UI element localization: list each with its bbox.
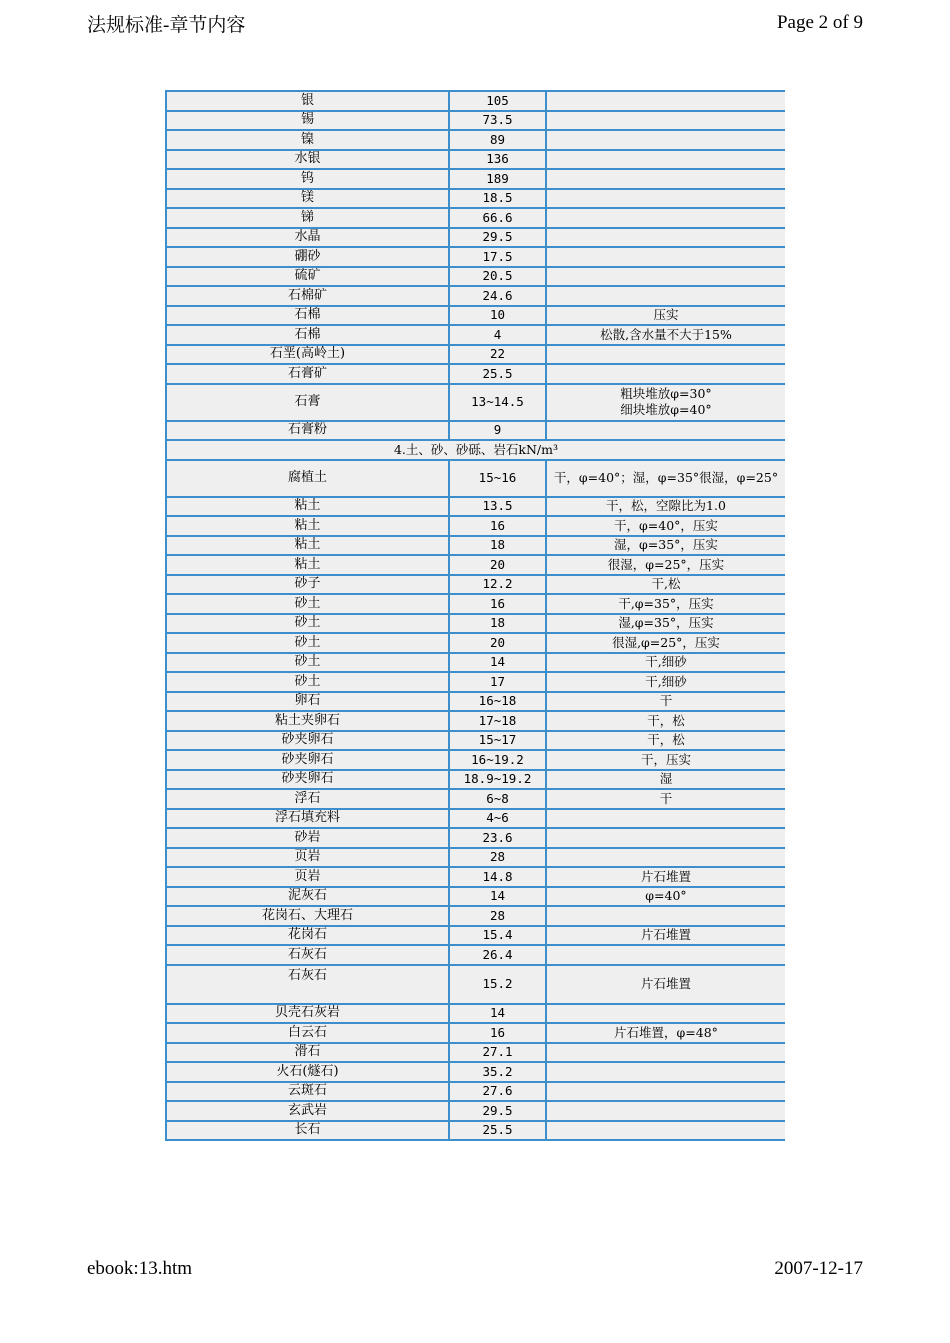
material-name: 砂子 (166, 575, 449, 595)
table-row (166, 555, 785, 575)
material-name: 火石(燧石) (166, 1062, 449, 1082)
remark: 片石堆置 (546, 926, 785, 946)
table-row (166, 945, 785, 965)
remark (546, 945, 785, 965)
density-value: 20.5 (449, 267, 546, 287)
material-name: 粘土 (166, 555, 449, 575)
material-name: 石膏 (166, 384, 449, 421)
density-value: 136 (449, 150, 546, 170)
material-name: 硼砂 (166, 247, 449, 267)
table-row (166, 1121, 785, 1141)
table-row (166, 906, 785, 926)
remark: 干，松，空隙比为1.0 (546, 497, 785, 517)
material-name: 砂夹卵石 (166, 770, 449, 790)
density-value: 18.5 (449, 189, 546, 209)
density-value: 18 (449, 614, 546, 634)
remark (546, 809, 785, 829)
density-table (165, 90, 785, 1141)
table-row (166, 809, 785, 829)
density-value: 17~18 (449, 711, 546, 731)
table-body-limestone (166, 965, 785, 1004)
remark (546, 286, 785, 306)
table-row (166, 1101, 785, 1121)
material-name: 粘土 (166, 497, 449, 517)
density-value: 14 (449, 653, 546, 673)
table-row-limestone (166, 965, 785, 1004)
remark: 片石堆置，φ=48° (546, 1023, 785, 1043)
remark: 松散,含水量不大于15% (546, 325, 785, 345)
density-value: 15~17 (449, 731, 546, 751)
material-name: 砂夹卵石 (166, 750, 449, 770)
remark: 干，φ=40°，压实 (546, 516, 785, 536)
remark (546, 1043, 785, 1063)
density-value: 14 (449, 1004, 546, 1024)
table-row (166, 1062, 785, 1082)
remark (546, 1121, 785, 1141)
table-row (166, 848, 785, 868)
remark (546, 189, 785, 209)
table-row (166, 150, 785, 170)
table-row (166, 614, 785, 634)
density-value: 73.5 (449, 111, 546, 131)
remark (546, 1062, 785, 1082)
material-name: 石棉 (166, 325, 449, 345)
remark-cell (546, 384, 785, 421)
density-value: 28 (449, 906, 546, 926)
table-row (166, 711, 785, 731)
material-name: 硫矿 (166, 267, 449, 287)
table-row (166, 1043, 785, 1063)
density-value: 25.5 (449, 364, 546, 384)
density-value: 66.6 (449, 208, 546, 228)
density-value: 6~8 (449, 789, 546, 809)
table-row (166, 247, 785, 267)
material-name: 砂土 (166, 672, 449, 692)
table-body-metals (166, 91, 785, 384)
density-value: 16~18 (449, 692, 546, 712)
remark: 干,细砂 (546, 653, 785, 673)
material-name: 石膏矿 (166, 364, 449, 384)
material-name: 玄武岩 (166, 1101, 449, 1121)
remark (546, 130, 785, 150)
density-value: 20 (449, 633, 546, 653)
density-value: 27.1 (449, 1043, 546, 1063)
material-name: 滑石 (166, 1043, 449, 1063)
table-body-soils (166, 497, 785, 965)
material-name: 钨 (166, 169, 449, 189)
material-name: 水晶 (166, 228, 449, 248)
table-row (166, 770, 785, 790)
remark (546, 91, 785, 111)
material-name: 花岗石 (166, 926, 449, 946)
density-value: 16 (449, 1023, 546, 1043)
density-value: 10 (449, 306, 546, 326)
density-value: 13~14.5 (449, 384, 546, 421)
table-row-gypsum (166, 384, 785, 421)
density-value: 4 (449, 325, 546, 345)
material-name: 锑 (166, 208, 449, 228)
remark: 湿 (546, 770, 785, 790)
remark (546, 111, 785, 131)
table-row (166, 325, 785, 345)
table-row (166, 516, 785, 536)
remark (546, 1101, 785, 1121)
material-name: 锡 (166, 111, 449, 131)
remark (546, 1082, 785, 1102)
material-name: 粘土 (166, 516, 449, 536)
table-row (166, 594, 785, 614)
density-value: 13.5 (449, 497, 546, 517)
remark (546, 228, 785, 248)
remark (546, 345, 785, 365)
table-row (166, 575, 785, 595)
density-value: 17.5 (449, 247, 546, 267)
remark (546, 267, 785, 287)
material-name: 镁 (166, 189, 449, 209)
table-row (166, 1023, 785, 1043)
table-row (166, 1004, 785, 1024)
remark (546, 208, 785, 228)
table-row (166, 692, 785, 712)
remark (546, 1004, 785, 1024)
material-name: 页岩 (166, 848, 449, 868)
density-value: 29.5 (449, 228, 546, 248)
density-value: 16 (449, 594, 546, 614)
remark: 压实 (546, 306, 785, 326)
section-header-row (166, 440, 785, 460)
remark (546, 421, 785, 441)
remark (546, 828, 785, 848)
remark: 湿,φ=35°，压实 (546, 614, 785, 634)
table-row (166, 306, 785, 326)
table-row (166, 653, 785, 673)
density-value: 105 (449, 91, 546, 111)
table-row (166, 111, 785, 131)
table-row (166, 91, 785, 111)
material-name: 银 (166, 91, 449, 111)
table-row (166, 633, 785, 653)
material-name: 石灰石 (166, 945, 449, 965)
remark: 干 (546, 789, 785, 809)
material-name: 云斑石 (166, 1082, 449, 1102)
table-row (166, 731, 785, 751)
remark: 片石堆置 (546, 867, 785, 887)
material-name: 长石 (166, 1121, 449, 1141)
table-row (166, 828, 785, 848)
density-value: 14 (449, 887, 546, 907)
material-name: 浮石填充料 (166, 809, 449, 829)
table-row (166, 926, 785, 946)
density-value: 17 (449, 672, 546, 692)
material-name: 粘土夹卵石 (166, 711, 449, 731)
material-name: 石膏粉 (166, 421, 449, 441)
table-body-rocks (166, 1004, 785, 1141)
material-name: 石垩(高岭土) (166, 345, 449, 365)
table-row (166, 208, 785, 228)
density-value: 15~16 (449, 460, 546, 497)
table-row (166, 750, 785, 770)
material-name: 白云石 (166, 1023, 449, 1043)
density-value: 18.9~19.2 (449, 770, 546, 790)
density-table-container (165, 90, 785, 1245)
material-name: 砂夹卵石 (166, 731, 449, 751)
footer-source: ebook:13.htm (87, 1258, 193, 1279)
material-name: 花岗石、大理石 (166, 906, 449, 926)
table-row (166, 364, 785, 384)
table-row (166, 228, 785, 248)
density-value: 25.5 (449, 1121, 546, 1141)
remark: 干，压实 (546, 750, 785, 770)
material-name: 砂土 (166, 633, 449, 653)
remark (546, 364, 785, 384)
density-value: 189 (449, 169, 546, 189)
material-name: 卵石 (166, 692, 449, 712)
remark: 湿，φ=35°，压实 (546, 536, 785, 556)
page-number: Page 2 of 9 (776, 12, 863, 33)
material-name: 石灰石 (166, 965, 449, 1004)
table-row-humus (166, 460, 785, 497)
material-name: 腐植土 (166, 460, 449, 497)
table-row (166, 497, 785, 517)
remark: 干,细砂 (546, 672, 785, 692)
material-name: 砂岩 (166, 828, 449, 848)
remark-line-1: 粗块堆放φ=30° (620, 386, 712, 401)
table-row (166, 267, 785, 287)
table-row (166, 189, 785, 209)
material-name: 页岩 (166, 867, 449, 887)
remark: 干，φ=40°；湿，φ=35°很湿，φ=25° (546, 460, 785, 497)
density-value: 9 (449, 421, 546, 441)
remark (546, 150, 785, 170)
table-body-gypsum (166, 384, 785, 497)
material-name: 浮石 (166, 789, 449, 809)
table-row-gypsum-powder (166, 421, 785, 441)
table-row (166, 286, 785, 306)
footer-date: 2007-12-17 (774, 1258, 863, 1279)
density-value: 22 (449, 345, 546, 365)
remark: 干，松 (546, 731, 785, 751)
table-row (166, 130, 785, 150)
remark (546, 906, 785, 926)
density-value: 27.6 (449, 1082, 546, 1102)
density-value: 16 (449, 516, 546, 536)
density-value: 23.6 (449, 828, 546, 848)
density-value: 15.2 (449, 965, 546, 1004)
remark: 干,φ=35°，压实 (546, 594, 785, 614)
density-value: 26.4 (449, 945, 546, 965)
remark (546, 247, 785, 267)
material-name: 石棉 (166, 306, 449, 326)
material-name: 砂土 (166, 594, 449, 614)
section-title: 4.土、砂、砂砾、岩石kN/m³ (166, 440, 785, 460)
table-row (166, 345, 785, 365)
density-value: 35.2 (449, 1062, 546, 1082)
material-name: 砂土 (166, 653, 449, 673)
remark: 很湿，φ=25°，压实 (546, 555, 785, 575)
material-name: 石棉矿 (166, 286, 449, 306)
remark: φ=40° (546, 887, 785, 907)
density-value: 12.2 (449, 575, 546, 595)
table-row (166, 1082, 785, 1102)
density-value: 15.4 (449, 926, 546, 946)
material-name: 粘土 (166, 536, 449, 556)
material-name: 贝壳石灰岩 (166, 1004, 449, 1024)
remark: 很湿,φ=25°，压实 (546, 633, 785, 653)
table-row (166, 867, 785, 887)
remark-line-2: 细块堆放φ=40° (620, 402, 712, 417)
remark (546, 169, 785, 189)
table-row (166, 536, 785, 556)
density-value: 20 (449, 555, 546, 575)
density-value: 14.8 (449, 867, 546, 887)
remark: 干,松 (546, 575, 785, 595)
table-row (166, 672, 785, 692)
material-name: 镍 (166, 130, 449, 150)
remark (546, 848, 785, 868)
density-value: 16~19.2 (449, 750, 546, 770)
table-row (166, 887, 785, 907)
material-name: 泥灰石 (166, 887, 449, 907)
density-value: 24.6 (449, 286, 546, 306)
density-value: 18 (449, 536, 546, 556)
density-value: 29.5 (449, 1101, 546, 1121)
density-value: 4~6 (449, 809, 546, 829)
material-name: 水银 (166, 150, 449, 170)
material-name: 砂土 (166, 614, 449, 634)
remark: 干 (546, 692, 785, 712)
density-value: 89 (449, 130, 546, 150)
remark: 干，松 (546, 711, 785, 731)
remark: 片石堆置 (546, 965, 785, 1004)
table-row (166, 169, 785, 189)
page-header-title: 法规标准-章节内容 (87, 15, 246, 36)
table-row (166, 789, 785, 809)
density-value: 28 (449, 848, 546, 868)
